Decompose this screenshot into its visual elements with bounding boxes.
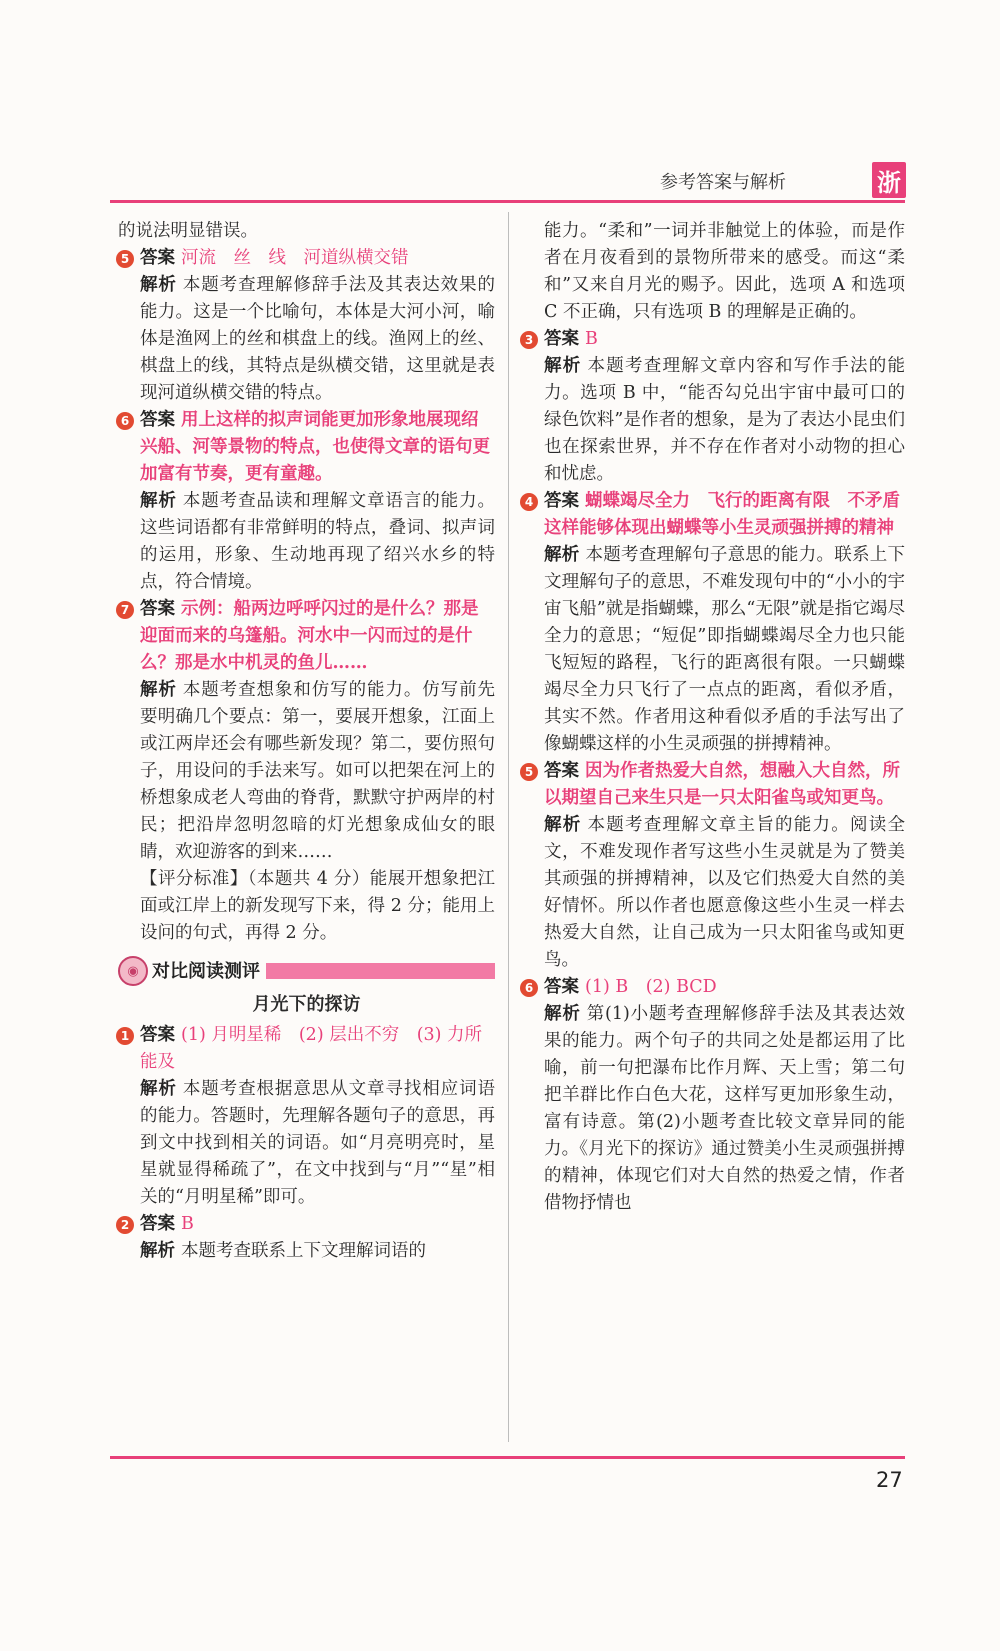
column-divider <box>508 212 509 1442</box>
answer-text: (1) 月明星稀 (2) 层出不穷 (3) 力所能及 <box>140 1025 483 1072</box>
province-tag: 浙 <box>872 162 906 198</box>
question-number-badge: 1 <box>116 1027 134 1045</box>
analysis-block <box>522 353 905 488</box>
question-number-badge: 2 <box>116 1216 134 1234</box>
analysis-block <box>118 1238 495 1265</box>
answer-label: 答案 <box>140 410 175 430</box>
analysis-text: 本题考查根据意思从文章寻找相应词语的能力。答题时，先理解各题句子的意思，再到文中找到相关的词语。如“月亮明亮时，星星就显得稀疏了”，在文中找到与“月”“星”相关的“月明星稀”即可。 <box>140 1079 496 1207</box>
section-question-1 <box>118 1022 495 1076</box>
analysis-text: 本题考查品读和理解文章语言的能力。这些词语都有非常鲜明的特点，叠词、拟声词的运用，形象、生动地再现了绍兴水乡的特点，符合情境。 <box>140 491 496 592</box>
section-question-3 <box>522 326 905 353</box>
question-number-badge: 6 <box>520 979 538 997</box>
right-column <box>522 218 918 1217</box>
analysis-block <box>118 488 495 596</box>
analysis-label: 解析 <box>140 1079 177 1099</box>
analysis-text: 本题考查想象和仿写的能力。仿写前先要明确几个要点：第一，要展开想象，江面上或江两岸还会有哪些新发现？第二，要仿照句子，用设问的手法来写。如可以把架在河上的桥想象成老人弯曲的脊背，默默守护两岸的村民；把沿岸忽明忽暗的灯光想象成仙女的眼睛，欢迎游客的到来…… <box>140 680 496 862</box>
section-question-4 <box>522 488 918 542</box>
section-question-6 <box>522 974 905 1001</box>
analysis-block <box>522 542 905 758</box>
question-number-badge: 7 <box>116 601 134 619</box>
section-question-2 <box>118 1211 495 1238</box>
analysis-label: 解析 <box>140 275 177 295</box>
answer-text: 河流 丝 线 河道纵横交错 <box>181 248 409 268</box>
page-number: 27 <box>876 1468 903 1492</box>
question-6 <box>118 407 495 488</box>
answer-text: 用上这样的拟声词能更加形象地展现绍兴船、河等景物的特点，也使得文章的语句更加富有节奏，更有童趣。 <box>140 410 490 484</box>
question-number-badge: 3 <box>520 331 538 349</box>
analysis-label: 解析 <box>544 1004 581 1024</box>
analysis-text: 本题考查联系上下文理解词语的 <box>181 1241 426 1261</box>
continued-analysis: 能力。“柔和”一词并非触觉上的体验，而是作者在月夜看到的景物所带来的感受。而这“柔和”又来自月光的赐予。因此，选项 A 和选项 C 不正确，只有选项 B 的理解是正确的。 <box>544 221 905 322</box>
analysis-label: 解析 <box>544 545 580 565</box>
header-title: 参考答案与解析 <box>660 172 786 193</box>
answer-text: 蝴蝶竭尽全力 飞行的距离有限 不矛盾 这样能够体现出蝴蝶等小生灵顽强拼搏的精神 <box>544 491 918 538</box>
footer-rule <box>110 1456 905 1459</box>
answer-text: 因为作者热爱大自然，想融入大自然，所以期望自己来生只是一只太阳雀鸟或知更鸟。 <box>544 761 900 808</box>
answer-label: 答案 <box>140 599 175 619</box>
section-title: 对比阅读测评 <box>152 960 260 982</box>
article-title: 月光下的探访 <box>252 994 361 1015</box>
question-number-badge: 5 <box>520 763 538 781</box>
section-question-5 <box>522 758 905 812</box>
header-rule <box>110 200 905 203</box>
analysis-text: 本题考查理解文章内容和写作手法的能力。选项 B 中，“能否勾兑出宇宙中最可口的绿色饮料”是作者的想象，是为了表达小昆虫们也在探索世界，并不存在作者对小动物的担心和忧虑。 <box>544 356 905 484</box>
analysis-text: 本题考查理解修辞手法及其表达效果的能力。这是一个比喻句，本体是大河小河，喻体是渔网上的丝和棋盘上的线。渔网上的丝、棋盘上的线，其特点是纵横交错，这里就是表现河道纵横交错的特点。 <box>140 275 496 403</box>
reading-mascot-icon: ◉ <box>118 956 148 986</box>
section-bar <box>266 963 495 979</box>
analysis-block <box>118 677 495 866</box>
answer-label: 答案 <box>544 491 579 511</box>
analysis-label: 解析 <box>140 491 177 511</box>
analysis-text: 本题考查理解句子意思的能力。联系上下文理解句子的意思，不难发现句中的“小小的宇宙飞船”就是指蝴蝶，那么“无限”就是指它竭尽全力的意思；“短促”即指蝴蝶竭尽全力也只能飞短短的路程，飞行的距离很有限。一只蝴蝶竭尽全力只飞行了一点点的距离，看似矛盾，其实不然。作者用这种看似矛盾的手法写出了像蝴蝶这样的小生灵顽强的拼搏精神。 <box>544 545 906 754</box>
analysis-label: 解析 <box>544 815 582 835</box>
analysis-text: 第(1)小题考查理解修辞手法及其表达效果的能力。两个句子的共同之处是都运用了比喻，前一句把瀑布比作月辉、天上雪；第二句把羊群比作白色大花，这样写更加形象生动，富有诗意。第(2)小题考查比较文章异同的能力。《月光下的探访》通过赞美小生灵顽强拼搏的精神，体现它们对大自然的热爱之情，作者借物抒情也 <box>544 1004 906 1213</box>
answer-text: B <box>585 329 598 349</box>
analysis-block <box>522 1001 905 1217</box>
left-column <box>118 218 495 1265</box>
analysis-block <box>118 272 495 407</box>
answer-label: 答案 <box>544 977 579 997</box>
answer-label: 答案 <box>140 248 175 268</box>
intro-text: 的说法明显错误。 <box>118 221 258 241</box>
scoring-criteria: 【评分标准】（本题共 4 分）能展开想象把江面或江岸上的新发现写下来，得 2 分；能用上设问的句式，再得 2 分。 <box>140 869 495 943</box>
answer-label: 答案 <box>140 1214 175 1234</box>
question-5 <box>118 245 495 272</box>
question-number-badge: 4 <box>520 493 538 511</box>
analysis-label: 解析 <box>140 680 177 700</box>
answer-text: 示例：船两边呼呼闪过的是什么？那是迎面而来的乌篷船。河水中一闪而过的是什么？那是水中机灵的鱼儿…… <box>140 599 479 673</box>
answer-text: (1) B (2) BCD <box>585 977 717 997</box>
question-7 <box>118 596 495 677</box>
question-number-badge: 6 <box>116 412 134 430</box>
answer-text: B <box>181 1214 194 1234</box>
analysis-label: 解析 <box>140 1241 175 1261</box>
analysis-block <box>118 1076 495 1211</box>
analysis-block <box>522 812 905 974</box>
question-number-badge: 5 <box>116 250 134 268</box>
answer-label: 答案 <box>544 329 579 349</box>
section-header <box>118 955 495 987</box>
analysis-label: 解析 <box>544 356 582 376</box>
analysis-text: 本题考查理解文章主旨的能力。阅读全文，不难发现作者写这些小生灵就是为了赞美其顽强的拼搏精神，以及它们热爱大自然的美好情怀。所以作者也愿意像这些小生灵一样去热爱大自然，让自己成为一只太阳雀鸟或知更鸟。 <box>544 815 905 970</box>
answer-label: 答案 <box>544 761 579 781</box>
answer-label: 答案 <box>140 1025 175 1045</box>
